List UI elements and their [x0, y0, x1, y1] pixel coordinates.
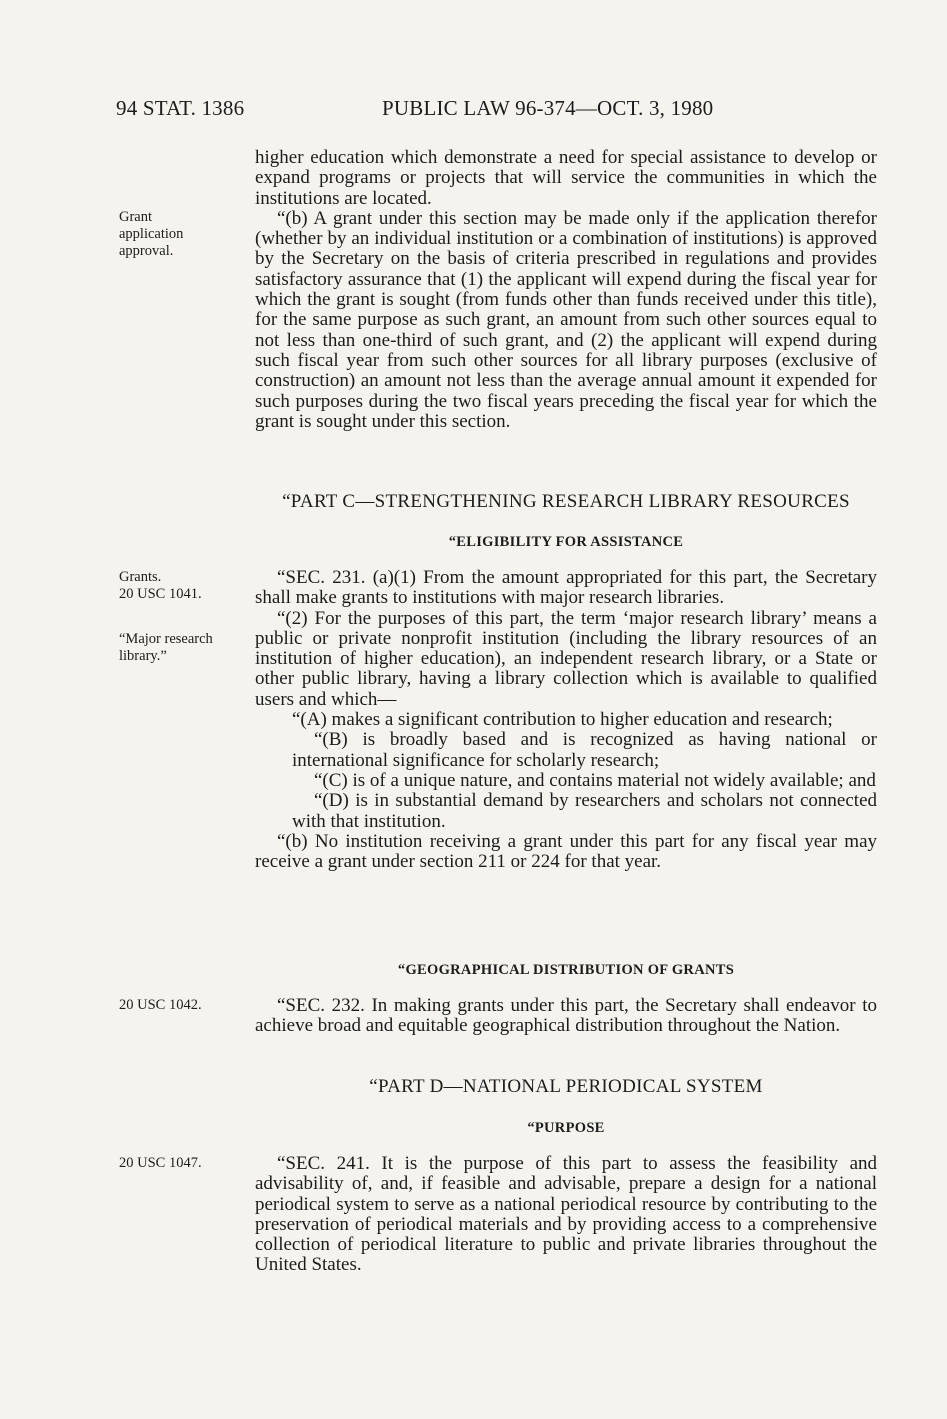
paragraph-intro: higher education which demonstrate a need for special assistance to develop or expand programs or projects that will service the communities in which the institutions are located. — [255, 147, 877, 209]
heading-purpose: “PURPOSE — [527, 1120, 605, 1136]
stat-page-number: 94 STAT. 1386 — [116, 96, 245, 120]
margin-note-grants: Grants. — [119, 569, 162, 585]
list-item-d: “(D) is in substantial demand by researchers and scholars not connected with that institution. — [292, 790, 877, 832]
list-item-a: “(A) makes a significant contribution to higher education and research; — [292, 709, 833, 731]
heading-part-d: “PART D—NATIONAL PERIODICAL SYSTEM — [369, 1076, 763, 1097]
section-block-232 — [255, 996, 877, 1037]
paragraph-sec-231-b: “(b) No institution receiving a grant under this part for any fiscal year may receive a grant under section 211 or 224 for that year. — [255, 830, 877, 873]
margin-note-usc-1042: 20 USC 1042. — [119, 997, 202, 1013]
heading-eligibility: “ELIGIBILITY FOR ASSISTANCE — [448, 534, 684, 550]
margin-note-usc-1041: 20 USC 1041. — [119, 586, 202, 602]
public-law-header: PUBLIC LAW 96-374—OCT. 3, 1980 — [382, 96, 714, 120]
heading-geographical: “GEOGRAPHICAL DISTRIBUTION OF GRANTS — [397, 962, 735, 978]
section-block-opening — [255, 148, 877, 432]
margin-note-grant-application: Grant application approval. — [119, 209, 184, 259]
margin-note-usc-1047: 20 USC 1047. — [119, 1155, 202, 1171]
section-block-231 — [255, 568, 877, 872]
paragraph-sec-b: “(b) A grant under this section may be made only if the application therefor (whether by an individual institution or a combination of institutions) is approved by the Secretary on the basis of criteria prescribed in regulations and provides satisfactory assurance that (1) the applicant will expend during the fiscal year for which the grant is sought (from funds other than funds received under this title), for the same purpose as such grant, an amount from such other sources equal to not less than one-third of such grant, and (2) the applicant will expend during such fiscal year from such other sources for all library purposes (exclusive of construction) an amount not less than the average annual amount it expended for such purposes during the two fiscal years preceding the fiscal year for which the grant is sought under this section. — [255, 207, 877, 432]
margin-note-major-research-library: “Major research library.” — [119, 631, 213, 664]
paragraph-sec-241: “SEC. 241. It is the purpose of this part to assess the feasibility and advisability of, and, if feasible and advisable, prepare a design for a national periodical system to serve as a national periodical resource by contributing to the preservation of periodical materials and by providing access to a comprehensive collection of periodical literature to public and private libraries throughout the United States. — [255, 1153, 877, 1276]
paragraph-sec-231-a2: “(2) For the purposes of this part, the term ‘major research library’ means a public or private nonprofit institution (including the library resources of an institution of higher education), an independent research library, or a State or other public library, having a library collection which is available to qualified users and which— — [255, 607, 877, 710]
heading-part-c: “PART C—STRENGTHENING RESEARCH LIBRARY RESOURCES — [282, 491, 850, 512]
paragraph-sec-232: “SEC. 232. In making grants under this part, the Secretary shall endeavor to achieve broad and equitable geographical distribution throughout the Nation. — [255, 995, 877, 1037]
paragraph-sec-231-a1: “SEC. 231. (a)(1) From the amount appropriated for this part, the Secretary shall make grants to institutions with major research libraries. — [255, 567, 877, 609]
section-block-241 — [255, 1154, 877, 1276]
list-item-b: “(B) is broadly based and is recognized as having national or international significance for scholarly research; — [292, 729, 877, 771]
list-item-c: “(C) is of a unique nature, and contains material not widely available; and — [314, 769, 876, 791]
